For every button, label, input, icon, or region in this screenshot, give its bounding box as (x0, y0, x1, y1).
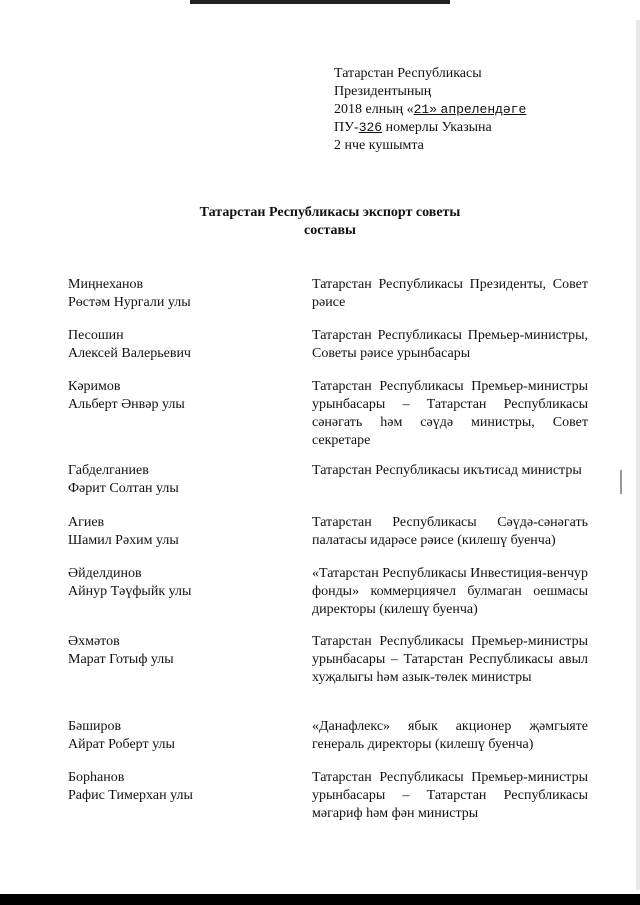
member-name (68, 769, 298, 805)
member-name (68, 378, 298, 414)
member-role: Татарстан Республикасы Премьер-министры урынбасары – Татарстан Республикасы мәгариф һәм фән министры (312, 770, 588, 821)
member-name (68, 462, 298, 498)
member-given-name: Марат Готыф улы (68, 652, 174, 667)
member-role: Татарстан Республикасы Президенты, Совет рәисе (312, 277, 588, 310)
header-decree-suffix: номерлы Указына (385, 120, 492, 135)
member-surname: Әхмәтов (68, 634, 120, 649)
member-name (68, 633, 298, 669)
document-title (140, 204, 520, 240)
member-name (68, 718, 298, 754)
member-name (68, 565, 298, 601)
member-surname: Песошин (68, 328, 124, 343)
header-decree-number: 326 (358, 120, 383, 135)
member-given-name: Алексей Валерьевич (68, 346, 191, 361)
member-given-name: Шамил Рәхим улы (68, 533, 179, 548)
header-day: 21 (413, 102, 430, 117)
header-day-close: » (429, 102, 438, 117)
appendix-header (334, 65, 624, 155)
member-surname: Борһанов (68, 770, 125, 785)
header-decree-line (334, 119, 624, 137)
header-line-2: Президентының (334, 84, 432, 99)
header-decree-prefix: ПУ- (334, 120, 359, 135)
member-role: «Татарстан Республикасы Инвестиция-венчур фонды» коммерциячел булмаган оешмасы директоры (килешү буенча) (312, 566, 589, 617)
member-surname: Әйделдинов (68, 566, 142, 581)
member-role: Татарстан Республикасы Премьер-министры урынбасары – Татарстан Республикасы сәнәгать һәм сәүдә министры, Совет секретаре (312, 379, 588, 448)
member-surname: Кәримов (68, 379, 121, 394)
header-line-1: Татарстан Республикасы (334, 66, 482, 81)
member-name (68, 327, 298, 363)
header-line-5: 2 нче кушымта (334, 138, 424, 153)
member-given-name: Фәрит Солтан улы (68, 481, 179, 496)
member-surname: Габделганиев (68, 463, 149, 478)
title-line-2: составы (304, 223, 356, 238)
header-date-line (334, 101, 624, 119)
member-given-name: Айрат Роберт улы (68, 737, 175, 752)
title-line-1: Татарстан Республикасы экспорт советы (199, 205, 461, 220)
member-surname: Агиев (68, 515, 105, 530)
scan-right-edge (636, 20, 640, 890)
scan-mark (620, 470, 622, 494)
member-surname: Бәширов (68, 719, 122, 734)
member-role: Татарстан Республикасы Сәүдә-сәнәгать палатасы идарәсе рәисе (килешү буенча) (312, 515, 588, 548)
member-given-name: Рафис Тимерхан улы (68, 788, 193, 803)
member-given-name: Рөстәм Нургали улы (68, 295, 191, 310)
member-role: Татарстан Республикасы икътисад министры (312, 463, 582, 478)
member-role: Татарстан Республикасы Премьер-министры урынбасары – Татарстан Республикасы авыл хуҗалыгы һәм азык-төлек министры (312, 634, 588, 685)
scan-top-edge (190, 0, 450, 4)
member-role: Татарстан Республикасы Премьер-министры, Советы рәисе урынбасары (312, 328, 588, 361)
member-name (68, 514, 298, 550)
scan-bottom-edge (0, 894, 640, 905)
member-role: «Данафлекс» ябык акционер җәмгыяте генераль директоры (килешү буенча) (312, 719, 588, 752)
member-name (68, 276, 298, 312)
member-surname: Миңнеханов (68, 277, 144, 292)
member-given-name: Айнур Тәүфыйк улы (68, 584, 192, 599)
member-given-name: Альберт Әнвәр улы (68, 397, 185, 412)
header-year: 2018 елның « (334, 102, 414, 117)
header-month: апрелендәге (440, 102, 527, 117)
